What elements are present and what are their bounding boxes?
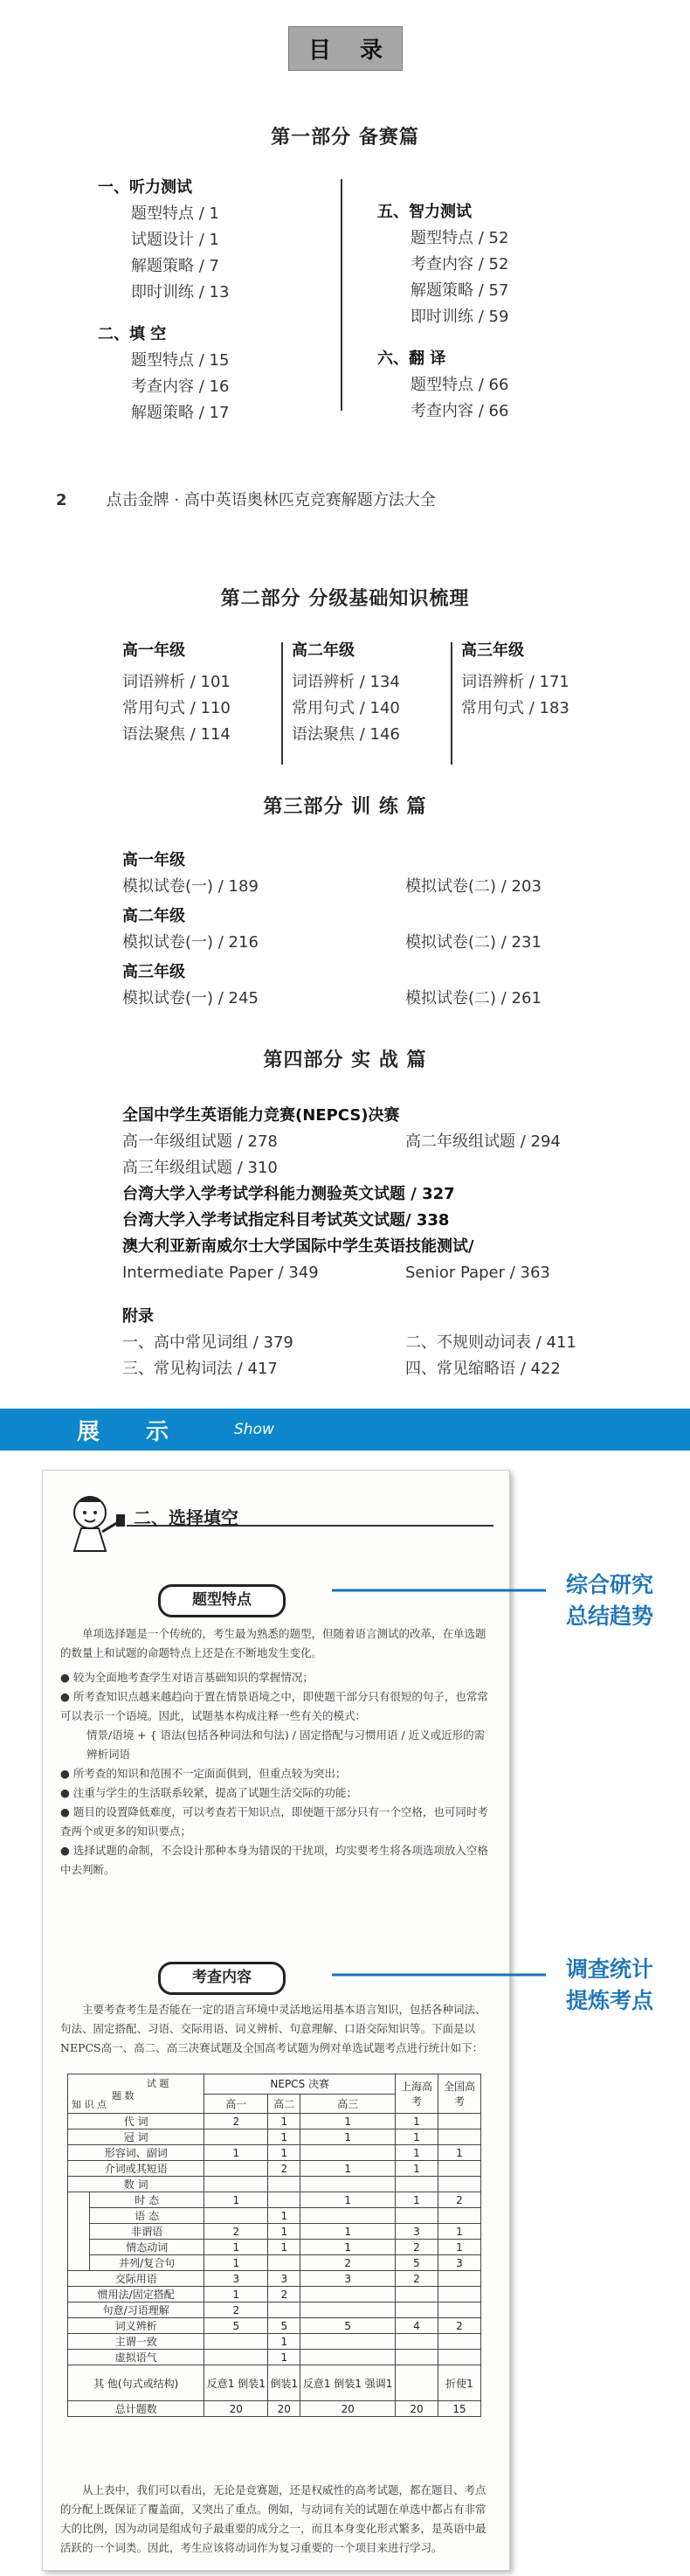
part1-right-head-1: 六、翻 译 [377, 350, 446, 368]
toc-item[interactable]: 常用句式 / 110 [122, 699, 231, 717]
footer-book-title: 点击金牌 · 高中英语奥林匹克竞赛解题方法大全 [106, 491, 436, 509]
toc-item[interactable]: 高二年级组试题 / 294 [405, 1132, 561, 1151]
table-row [68, 2350, 481, 2365]
toc-item[interactable]: 四、常见缩略语 / 422 [405, 1360, 561, 1378]
part3-title: 第三部分 训 练 篇 [263, 795, 427, 818]
count-cell: 1 [268, 2334, 300, 2350]
toc-item[interactable]: 一、高中常见词组 / 379 [122, 1333, 293, 1352]
row-label-cell: 时 态 [90, 2192, 204, 2208]
count-cell [438, 2208, 481, 2224]
section-title: 二、选择填空 [134, 1507, 238, 1528]
count-cell: 1 [268, 2224, 300, 2240]
feature-bullets [60, 1668, 490, 1880]
row-label-cell: 介词或其短语 [68, 2161, 204, 2177]
row-label-cell: 非谓语 [90, 2224, 204, 2240]
verb-group-label [68, 2192, 90, 2271]
table-row [68, 2318, 481, 2334]
toc-item[interactable]: 高三年级组试题 / 310 [122, 1159, 278, 1177]
row-label-cell: 其 他(句式或结构) [68, 2365, 204, 2401]
part1-right-head-0: 五、智力测试 [377, 203, 472, 221]
toc-item[interactable]: 试题设计 / 1 [131, 231, 219, 249]
count-cell: 1 [300, 2129, 396, 2145]
toc-item[interactable]: 模拟试卷(一) / 189 [122, 877, 259, 896]
toc-item[interactable]: 模拟试卷(一) / 216 [122, 933, 259, 952]
table-row [68, 2271, 481, 2287]
count-cell [204, 2208, 268, 2224]
page-footer [56, 488, 436, 510]
table-row [68, 2161, 481, 2177]
toc-item[interactable]: 解题策略 / 57 [411, 281, 509, 300]
count-cell: 1 [300, 2192, 396, 2208]
nepcs-head: 全国中学生英语能力竞赛(NEPCS)决赛 [122, 1106, 400, 1125]
part4-title: 第四部分 实 战 篇 [263, 1049, 427, 1071]
count-cell [300, 2334, 396, 2350]
toc-item[interactable]: 模拟试卷(一) / 245 [122, 989, 259, 1008]
count-cell [300, 2208, 396, 2224]
toc-item[interactable]: 词语辨析 / 134 [292, 673, 400, 691]
toc-item[interactable]: 常用句式 / 183 [461, 699, 569, 717]
count-cell: 3 [204, 2271, 268, 2287]
count-cell: 3 [438, 2255, 481, 2271]
count-cell: 3 [300, 2271, 396, 2287]
toc-item[interactable]: 解题策略 / 7 [131, 257, 219, 275]
table-row [68, 2224, 481, 2240]
toc-item[interactable]: 解题策略 / 17 [131, 404, 230, 421]
toc-item[interactable]: 词语辨析 / 101 [122, 673, 231, 691]
toc-item[interactable]: Senior Paper / 363 [405, 1264, 550, 1282]
table-row [68, 2240, 481, 2255]
count-cell [396, 2365, 438, 2401]
count-cell: 2 [204, 2302, 268, 2318]
count-cell: 5 [396, 2255, 438, 2271]
count-cell [396, 2177, 438, 2192]
bullet-item: ● 所考查知识点越来越趋向于置在情景语境之中，即使题干部分只有很短的句子，也常常可以表示一个语境。因此，试题基本构成注释一些有关的模式： [60, 1690, 488, 1722]
stats-table [67, 2074, 481, 2417]
count-cell: 折使1 [438, 2365, 481, 2401]
row-label-cell: 词义辨析 [68, 2318, 204, 2334]
row-label-cell: 句意/习语理解 [68, 2302, 204, 2318]
scanned-page [42, 1470, 510, 2571]
toc-item[interactable]: 题型特点 / 66 [411, 376, 509, 394]
col-header: 全国高考 [438, 2074, 481, 2114]
toc-item[interactable]: 题型特点 / 1 [131, 204, 219, 223]
footer-page-number: 2 [56, 491, 67, 509]
part1-title: 第一部分 备赛篇 [271, 126, 419, 149]
row-label-cell: 语 态 [90, 2208, 204, 2224]
count-cell: 5 [300, 2318, 396, 2334]
part1-right-column [377, 199, 639, 421]
part1-left-head-0: 一、听力测试 [98, 178, 192, 197]
count-cell [204, 2350, 268, 2365]
col-header: 上海高考 [396, 2074, 438, 2114]
toc-item[interactable]: 考查内容 / 66 [411, 402, 509, 420]
toc-item-bold[interactable]: 台湾大学入学考试指定科目考试英文试题/ 338 [122, 1211, 450, 1229]
part3-grade-head: 高二年级 [122, 907, 185, 925]
count-cell: 1 [438, 2240, 481, 2255]
count-cell: 2 [396, 2271, 438, 2287]
table-row [68, 2401, 481, 2417]
count-cell: 反意1 倒装1 [204, 2365, 268, 2401]
count-cell: 20 [300, 2401, 396, 2417]
content-paragraph: 主要考查考生是否能在一定的语言环境中灵活地运用基本语言知识，包括各种词法、句法、固定搭配、习语、交际用语、词义辨析、句意理解、口语交际知识等。下面是以NEPCS高一、高二、高三决赛试题及全国高考试题为例对单选试题考点进行统计如下： [60, 2003, 486, 2054]
conclusion-paragraph: 从上表中，我们可以看出，无论是竞赛题，还是权威性的高考试题，都在题目、考点的分配上既保证了覆盖面，又突出了重点。例如，与动词有关的试题在单选中都占有非常大的比例，因为动词是组成句子最重要的成分之一，而且本身变化形式繁多，是英语中最活跃的一个词类。因此，考生应该将动词作为复习重要的一个项目来进行学习。 [60, 2483, 486, 2554]
toc-item[interactable]: 模拟试卷(二) / 261 [405, 989, 542, 1008]
banner-subtitle: Show [234, 1421, 274, 1438]
toc-item-bold[interactable]: 台湾大学入学考试学科能力测验英文试题 / 327 [122, 1185, 455, 1203]
part3-grade-head: 高三年级 [122, 963, 185, 981]
part2-col-head: 高三年级 [461, 641, 524, 660]
table-row [68, 2334, 481, 2350]
toc-item[interactable]: 模拟试卷(二) / 231 [405, 933, 542, 952]
count-cell: 1 [438, 2145, 481, 2161]
count-cell [300, 2302, 396, 2318]
toc-item[interactable]: 二、不规则动词表 / 411 [405, 1333, 576, 1352]
count-cell: 2 [204, 2114, 268, 2129]
count-cell: 1 [396, 2114, 438, 2129]
count-cell: 1 [268, 2240, 300, 2255]
count-cell: 2 [204, 2224, 268, 2240]
count-cell: 20 [268, 2401, 300, 2417]
count-cell [438, 2177, 481, 2192]
toc-item[interactable]: 题型特点 / 15 [131, 351, 230, 370]
bullet-item: ● 所考查的知识和范围不一定面面俱到，但重点较为突出； [60, 1767, 347, 1780]
intro-paragraph: 单项选择题是一个传统的，考生最为熟悉的题型，但随着语言测试的改革，在单选题的数量上和试题的命题特点上还是在不断地发生变化。 [60, 1627, 486, 1659]
count-cell [268, 2192, 300, 2208]
table-row [68, 2177, 481, 2192]
callout-line-1 [332, 1573, 550, 1608]
bullet-item: ● 注重与学生的生活联系较紧，提高了试题生活交际的功能； [60, 1786, 357, 1799]
row-label-cell: 形容词、副词 [68, 2145, 204, 2161]
toc-item[interactable]: 题型特点 / 52 [411, 229, 509, 247]
bullet-diagram: 情景/语境 + { 语法(包括各种词法和句法) / 固定搭配与习惯用语 / 近义或近形的需辨析词语 [86, 1728, 486, 1761]
count-cell: 2 [438, 2192, 481, 2208]
part2-col-1 [122, 638, 279, 748]
count-cell: 反意1 倒装1 强调1 [300, 2365, 396, 2401]
banner-title: 展 示 [77, 1419, 189, 1445]
count-cell [438, 2302, 481, 2318]
bullet-item: ● 题目的设置降低难度，可以考查若干知识点，即使题干部分只有一个空格，也可同时考查两个或更多的知识要点； [60, 1805, 488, 1838]
count-cell: 2 [438, 2318, 481, 2334]
count-cell: 3 [268, 2271, 300, 2287]
part2-divider-2 [451, 642, 452, 765]
count-cell [438, 2271, 481, 2287]
row-label-cell: 惯用法/固定搭配 [68, 2287, 204, 2302]
toc-title: 目 录 [288, 26, 403, 71]
toc-item[interactable]: 考查内容 / 52 [411, 255, 509, 274]
count-cell [204, 2161, 268, 2177]
toc-item[interactable]: 考查内容 / 16 [131, 377, 230, 396]
count-cell: 15 [438, 2401, 481, 2417]
count-cell: 1 [204, 2145, 268, 2161]
appendix-head: 附录 [122, 1307, 154, 1326]
count-cell: 1 [300, 2224, 396, 2240]
count-cell: 1 [204, 2192, 268, 2208]
table-row [68, 2365, 481, 2401]
toc-title-badge [288, 26, 403, 71]
toc-item[interactable]: 高一年级组试题 / 278 [122, 1132, 278, 1151]
count-cell [438, 2129, 481, 2145]
count-cell: 1 [204, 2255, 268, 2271]
table-row [68, 2302, 481, 2318]
count-cell: 2 [268, 2287, 300, 2302]
tag-question-features: 题型特点 [158, 1584, 286, 1617]
count-cell: 1 [268, 2129, 300, 2145]
part1-left-head-1: 二、填 空 [98, 325, 167, 343]
toc-item[interactable]: 模拟试卷(二) / 203 [405, 877, 542, 896]
count-cell: 1 [204, 2287, 268, 2302]
count-cell: 1 [204, 2240, 268, 2255]
count-cell [396, 2287, 438, 2302]
toc-item[interactable]: 即时训练 / 13 [131, 283, 230, 301]
table-row [68, 2114, 481, 2129]
toc-item[interactable]: 语法聚焦 / 146 [292, 725, 400, 744]
table-row [68, 2192, 481, 2208]
row-label-cell: 虚拟语气 [68, 2350, 204, 2365]
count-cell: 5 [204, 2318, 268, 2334]
part4-list [122, 1103, 646, 1382]
count-cell: 2 [268, 2161, 300, 2177]
count-cell: 2 [396, 2240, 438, 2255]
toc-item[interactable]: 词语辨析 / 171 [461, 673, 569, 691]
count-cell: 1 [396, 2129, 438, 2145]
corner-label: 试 题 [146, 2078, 169, 2089]
count-cell [204, 2334, 268, 2350]
count-cell: 1 [396, 2145, 438, 2161]
toc-item[interactable]: 三、常见构词法 / 417 [122, 1360, 278, 1378]
part3-list [122, 848, 629, 1012]
row-label-cell: 情态动词 [90, 2240, 204, 2255]
toc-item[interactable]: Intermediate Paper / 349 [122, 1264, 319, 1282]
count-cell [268, 2302, 300, 2318]
col-header: 高三 [300, 2094, 396, 2114]
count-cell: 5 [268, 2318, 300, 2334]
corner-label: 知 识 点 [72, 2099, 107, 2110]
callout-research: 综合研究 总结趋势 [565, 1572, 653, 1629]
toc-item[interactable]: 语法聚焦 / 114 [122, 725, 231, 744]
row-label-cell: 总计题数 [68, 2401, 204, 2417]
count-cell: 倒装1 [268, 2365, 300, 2401]
nepcs-header: NEPCS 决赛 [204, 2074, 396, 2095]
part2-divider-1 [281, 642, 283, 765]
table-header-row [68, 2074, 481, 2095]
table-body [68, 2114, 481, 2417]
row-label-cell: 交际用语 [68, 2271, 204, 2287]
part2-col-head: 高二年级 [292, 641, 355, 660]
count-cell [438, 2334, 481, 2350]
count-cell [396, 2208, 438, 2224]
count-cell: 1 [300, 2240, 396, 2255]
count-cell [300, 2350, 396, 2365]
toc-item-bold[interactable]: 澳大利亚新南威尔士大学国际中学生英语技能测试/ [122, 1237, 474, 1256]
part2-col-2 [292, 638, 449, 748]
tag-exam-content: 考查内容 [158, 1962, 286, 1995]
count-cell: 1 [300, 2114, 396, 2129]
count-cell [204, 2177, 268, 2192]
show-banner [0, 1409, 690, 1451]
corner-label: 题 数 [112, 2090, 135, 2102]
table-row [68, 2129, 481, 2145]
count-cell: 20 [204, 2401, 268, 2417]
part1-divider [341, 179, 342, 411]
count-cell [268, 2255, 300, 2271]
col-header: 高一 [204, 2094, 268, 2114]
row-label-cell: 主谓一致 [68, 2334, 204, 2350]
count-cell [438, 2161, 481, 2177]
count-cell [300, 2177, 396, 2192]
count-cell: 1 [300, 2161, 396, 2177]
count-cell [438, 2350, 481, 2365]
count-cell: 20 [396, 2401, 438, 2417]
count-cell [438, 2114, 481, 2129]
table-row [68, 2145, 481, 2161]
count-cell: 3 [396, 2224, 438, 2240]
count-cell: 1 [268, 2114, 300, 2129]
count-cell [396, 2302, 438, 2318]
table-corner-cell [68, 2074, 204, 2114]
table-row [68, 2208, 481, 2224]
count-cell [268, 2177, 300, 2192]
bullet-item: ● 较为全面地考查学生对语言基础知识的掌握情况； [60, 1671, 314, 1684]
table-row [68, 2287, 481, 2302]
table-row [68, 2255, 481, 2271]
mascot-icon [55, 1486, 130, 1562]
part3-grade-head: 高一年级 [122, 851, 185, 869]
count-cell: 2 [300, 2255, 396, 2271]
count-cell [300, 2287, 396, 2302]
toc-item[interactable]: 常用句式 / 140 [292, 699, 400, 717]
part2-col-head: 高一年级 [122, 641, 185, 660]
toc-item[interactable]: 即时训练 / 59 [411, 308, 509, 326]
count-cell [438, 2287, 481, 2302]
count-cell: 1 [268, 2208, 300, 2224]
part2-title: 第二部分 分级基础知识梳理 [220, 587, 470, 610]
count-cell [396, 2350, 438, 2365]
part2-col-3 [461, 638, 636, 722]
count-cell: 4 [396, 2318, 438, 2334]
row-label-cell: 数 词 [68, 2177, 204, 2192]
col-header: 高二 [268, 2094, 300, 2114]
part1-left-column [98, 175, 334, 421]
count-cell: 1 [438, 2224, 481, 2240]
count-cell: 1 [268, 2145, 300, 2161]
row-label-cell: 冠 词 [68, 2129, 204, 2145]
row-label-cell: 代 词 [68, 2114, 204, 2129]
count-cell: 1 [268, 2350, 300, 2365]
row-label-cell: 并列/复合句 [90, 2255, 204, 2271]
callout-line-2 [332, 1957, 550, 1992]
count-cell: 1 [396, 2192, 438, 2208]
count-cell [300, 2145, 396, 2161]
count-cell [396, 2334, 438, 2350]
count-cell [204, 2129, 268, 2145]
bullet-item: ● 选择试题的命制，不会设计那种本身为错误的干扰项，均实要考生将各项选项放入空格中去判断。 [60, 1844, 488, 1876]
count-cell: 1 [396, 2161, 438, 2177]
callout-statistics: 调查统计 提炼考点 [565, 1956, 653, 2013]
